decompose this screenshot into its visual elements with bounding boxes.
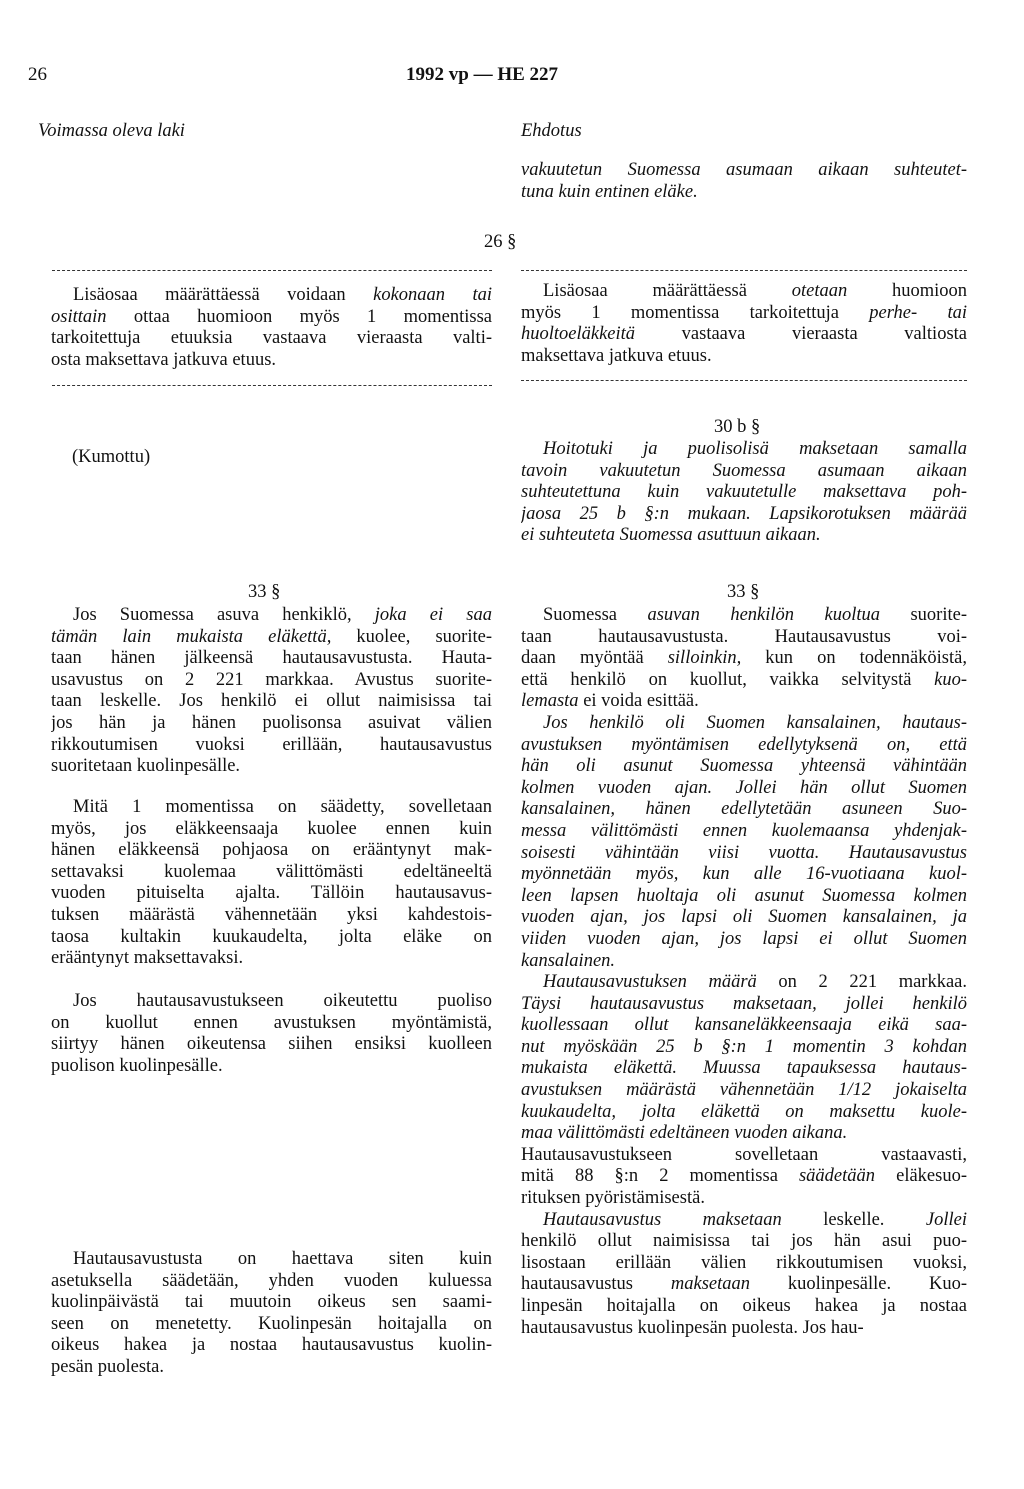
italic-run: mukaista eläkettä. Muussa tapauksessa hautaus- <box>521 1058 967 1079</box>
text-run: kuolinpesälle. Kuo- <box>750 1274 967 1295</box>
text-line: Hoitotuki ja puolisolisä maksetaan samalla <box>543 439 967 459</box>
left-column-heading: Voimassa oleva laki <box>38 121 185 141</box>
text-run: suoritetaan kuolinpesälle. <box>51 756 241 777</box>
italic-run: kuollessaan ollut kansaneläkkeensaaja eikä saa- <box>521 1015 967 1036</box>
text-run: ei voida esittää. <box>578 691 699 712</box>
text-line <box>51 735 492 757</box>
text-line: settavaksi kuolemaa välittömästi edeltäneeltä <box>51 861 492 882</box>
repealed-note: (Kumottu) <box>72 447 151 467</box>
italic-run: säädetään <box>798 1166 876 1187</box>
italic-run: vuoden ajan, jos lapsi oli Suomen kansalainen, ja <box>521 907 967 928</box>
text-line <box>521 1166 967 1188</box>
italic-run: Täysi hautausavustus maksetaan, jollei henkilö <box>521 993 967 1014</box>
text-line: vakuutetun Suomessa asumaan aikaan suhteutet- <box>521 160 967 180</box>
text-line: siirtyy hänen oikeutensa siihen ensiksi kuolleen <box>51 1034 492 1055</box>
text-run: mitä 88 §:n 2 momentissa <box>521 1166 799 1187</box>
text-line: tavoin vakuutetun Suomessa asumaan aikaan <box>521 460 967 481</box>
text-run: rikkoutumisen vuoksi erillään, hautausavustus <box>51 734 492 755</box>
italic-run: kolmen vuoden ajan. Jollei hän ollut Suomen <box>521 777 967 798</box>
italic-run: kansalainen, hänen edellytetään asuneen Suo- <box>521 799 967 820</box>
text-line: ei suhteuteta Suomessa asuttuun aikaan. <box>521 525 821 546</box>
text-line <box>521 886 967 908</box>
text-line <box>521 843 967 865</box>
text-run: maksettava jatkuva etuus. <box>521 345 712 366</box>
section-26-label: 26 § <box>484 232 517 252</box>
text-run: leskelle. <box>781 1209 926 1230</box>
text-line <box>521 951 967 973</box>
text-line: puolison kuolinpesälle. <box>51 1055 223 1076</box>
text-run: lisostaan erillään välien rikkoutumisen vuoksi, <box>521 1252 967 1273</box>
text-line: kuolinpäivästä tai muutoin oikeus sen saami- <box>51 1292 492 1313</box>
text-line <box>51 713 492 735</box>
text-run: osta maksettava jatkuva etuus. <box>51 349 277 370</box>
text-line <box>521 1058 967 1080</box>
text-line <box>521 1145 967 1167</box>
continued-text-right <box>521 160 967 203</box>
omission-dashes <box>521 270 967 271</box>
section-33-label-left: 33 § <box>248 582 281 602</box>
italic-run: avustuksen määrästä vähennetään 1/12 jokaiselta <box>521 1080 967 1101</box>
text-run: että henkilö on kuollut, vaikka selvitystä <box>521 669 935 690</box>
text-line <box>51 285 492 307</box>
text-run: jos hän ja hänen puolisonsa asuivat välien <box>51 712 492 733</box>
text-line: hänen eläkkeensä pohjaosa on erääntynyt mak- <box>51 840 492 861</box>
omission-dashes <box>52 385 492 386</box>
text-line <box>521 713 967 735</box>
text-line <box>51 605 492 627</box>
italic-run: kuukaudelta, jolta eläkettä on maksettu kuole- <box>521 1101 967 1122</box>
text-line <box>521 1274 967 1296</box>
document-title: 1992 vp — HE 227 <box>406 64 559 85</box>
text-run: taan hänen jälkeensä hautausavustusta. Hauta- <box>51 648 492 669</box>
text-line <box>521 1123 967 1145</box>
text-line <box>521 1296 967 1318</box>
text-line <box>521 907 967 929</box>
text-line <box>521 324 967 346</box>
text-line <box>51 670 492 692</box>
text-run: tarkoitettuja etuuksia vastaava vieraasta valti- <box>51 328 492 349</box>
section-33-proposed-text <box>521 605 967 1339</box>
text-run: kun on todennäköistä, <box>741 648 967 669</box>
text-line <box>521 799 967 821</box>
text-line: myös, jos eläkkeensaaja kuolee ennen kuin <box>51 818 492 839</box>
italic-run: messa välittömästi ennen kuolemaansa yhdenjak- <box>521 820 967 841</box>
text-line <box>521 1253 967 1275</box>
text-line <box>51 648 492 670</box>
text-line <box>521 1188 967 1210</box>
text-line <box>521 756 967 778</box>
text-line: taosa kultakin kuukaudelta, jolta eläke on <box>51 926 492 947</box>
italic-run: kuo- <box>934 669 967 690</box>
text-line <box>521 691 967 713</box>
section-33-label-right: 33 § <box>727 582 760 602</box>
omission-dashes <box>521 380 967 381</box>
italic-run: kansalainen. <box>521 950 616 971</box>
text-line <box>521 778 967 800</box>
text-run: on 2 221 markkaa. <box>756 972 967 993</box>
text-line <box>51 350 492 372</box>
text-run: taan hautausavustusta. Hautausavustus voi- <box>521 626 967 647</box>
omission-dashes <box>52 270 492 271</box>
text-line: Jos hautausavustukseen oikeutettu puoliso <box>73 991 492 1011</box>
italic-run: tämän lain mukaista eläkettä, <box>51 626 332 647</box>
italic-run: Jos henkilö oli Suomen kansalainen, hautaus- <box>543 712 967 733</box>
text-line <box>521 1318 967 1340</box>
italic-run: leen lapsen huoltaja oli asunut Suomessa kolmen <box>521 885 967 906</box>
section-33-current-paragraph-4 <box>51 1249 492 1379</box>
text-run: henkilö ollut naimisissa tai jos hän asui puo- <box>521 1231 967 1252</box>
text-line <box>521 627 967 649</box>
text-line <box>521 929 967 951</box>
italic-run: Jollei <box>925 1209 967 1230</box>
section-33-current-paragraph-3 <box>51 991 492 1077</box>
text-line <box>521 1015 967 1037</box>
text-run: usavustus on 2 221 markkaa. Avustus suorite- <box>51 669 492 690</box>
text-line <box>521 821 967 843</box>
section-33-current-paragraph-1 <box>51 605 492 778</box>
text-line: asetuksella säädetään, yhden vuoden kuluessa <box>51 1270 492 1291</box>
text-line: erääntynyt maksettavaksi. <box>51 948 244 969</box>
text-run: hautausavustus <box>521 1274 671 1295</box>
italic-run: viiden vuoden ajan, jos lapsi ei ollut Suomen <box>521 928 967 949</box>
text-line: tuna kuin entinen eläke. <box>521 181 698 202</box>
italic-run: avustuksen myöntämisen edellytyksenä on, että <box>521 734 967 755</box>
text-line <box>521 346 967 368</box>
italic-run: asuvan henkilön kuoltua <box>647 605 881 625</box>
text-line <box>51 307 492 329</box>
section-33-current-paragraph-2 <box>51 797 492 970</box>
italic-run: silloinkin, <box>667 648 742 669</box>
text-run: ottaa huomioon myös 1 momentissa <box>106 306 492 327</box>
text-line <box>521 303 967 325</box>
text-line <box>51 756 492 778</box>
text-line <box>521 735 967 757</box>
text-line <box>521 1231 967 1253</box>
text-line <box>521 605 967 627</box>
text-line <box>521 1102 967 1124</box>
italic-run: Hautausavustus maksetaan <box>543 1209 782 1230</box>
text-run: myös 1 momentissa tarkoitettuja <box>521 302 870 323</box>
text-line: on kuollut ennen avustuksen myöntämistä, <box>51 1012 492 1033</box>
text-line <box>51 627 492 649</box>
section-26-proposed-text <box>521 281 967 367</box>
italic-run: nut myöskään 25 b §:n 1 momentin 3 kohdan <box>521 1036 967 1057</box>
italic-run: hän oli asunut Suomessa yhteensä vähintään <box>521 756 967 777</box>
text-run: kuolee, suorite- <box>331 626 492 647</box>
text-line <box>521 1210 967 1232</box>
text-line <box>521 1037 967 1059</box>
text-run: Hautausavustukseen sovelletaan vastaavasti, <box>521 1144 967 1165</box>
italic-run: soisesti vähintään viisi vuotta. Hautausavustus <box>521 842 967 863</box>
text-line <box>521 972 967 994</box>
italic-run: perhe- tai <box>869 302 967 323</box>
text-line: oikeus hakea ja nostaa hautausavustus kuolin- <box>51 1335 492 1356</box>
text-line <box>521 281 967 303</box>
section-30b-proposed-text <box>521 439 967 547</box>
text-line <box>521 864 967 886</box>
text-run: daan myöntää <box>521 648 668 669</box>
text-line: Hautausavustusta on haettava siten kuin <box>73 1249 492 1269</box>
text-run: rituksen pyöristämisestä. <box>521 1188 705 1209</box>
text-line: jaosa 25 b §:n mukaan. Lapsikorotuksen määrää <box>521 503 967 524</box>
text-line: suhteutettuna kuin vakuutetulle maksettava poh- <box>521 482 967 503</box>
italic-run: myönnetään myös, kun alle 16-vuotiaana kuol- <box>521 864 967 885</box>
italic-run: Hautausavustuksen määrä <box>543 972 757 993</box>
text-run: eläkesuo- <box>875 1166 967 1187</box>
right-column-heading: Ehdotus <box>521 121 582 141</box>
italic-run: joka ei saa <box>374 605 492 625</box>
section-30b-label: 30 b § <box>714 417 761 437</box>
italic-run: lemasta <box>521 691 579 712</box>
text-run: Suomessa <box>543 605 648 625</box>
text-line <box>51 328 492 350</box>
text-run: Lisäosaa määrättäessä voidaan <box>73 285 374 305</box>
italic-run: huoltoeläkkeitä <box>521 324 636 345</box>
text-line <box>521 648 967 670</box>
text-run: Jos Suomessa asuva henkiklö, <box>73 605 375 625</box>
text-run: suorite- <box>880 605 967 625</box>
italic-run: osittain <box>51 306 107 327</box>
text-run: taan leskelle. Jos henkilö ei ollut naimisissa tai <box>51 691 492 712</box>
page-number: 26 <box>28 64 47 85</box>
text-run: hautausavustus kuolinpesän puolesta. Jos hau- <box>521 1317 864 1338</box>
text-line <box>521 1080 967 1102</box>
italic-run: otetaan <box>791 281 848 301</box>
italic-run: maa välittömästi edeltäneen vuoden aikana. <box>521 1123 848 1144</box>
text-line: Mitä 1 momentissa on säädetty, sovelletaan <box>73 797 492 817</box>
text-line: seen on menetetty. Kuolinpesän hoitajalla on <box>51 1313 492 1334</box>
section-26-current-text <box>51 285 492 371</box>
text-run: vastaava vieraasta valtiosta <box>635 324 967 345</box>
text-line <box>521 670 967 692</box>
text-run: Lisäosaa määrättäessä <box>543 281 792 301</box>
italic-run: kokonaan tai <box>373 285 492 305</box>
text-run: huomioon <box>847 281 967 301</box>
text-line: tuksen määrästä vähennetään yksi kahdestois- <box>51 904 492 925</box>
italic-run: maksetaan <box>670 1274 750 1295</box>
text-line <box>521 994 967 1016</box>
text-line <box>51 691 492 713</box>
text-line: pesän puolesta. <box>51 1356 165 1377</box>
text-line: vuoden pituiselta ajalta. Tällöin hautausavus- <box>51 883 492 904</box>
text-run: linpesän hoitajalla on oikeus hakea ja nostaa <box>521 1296 967 1316</box>
